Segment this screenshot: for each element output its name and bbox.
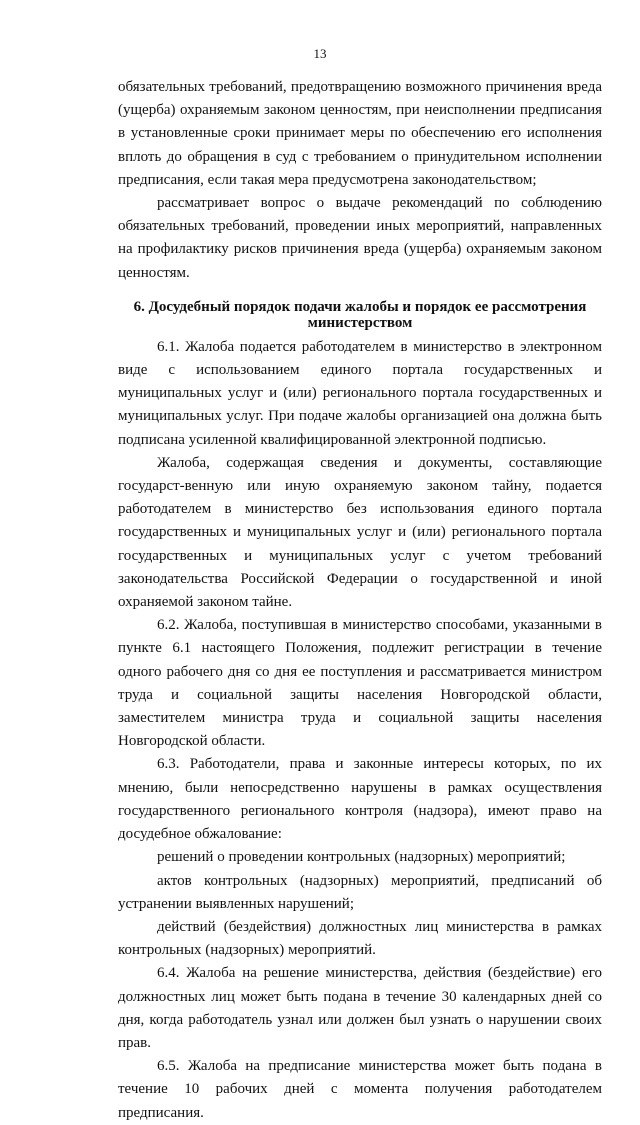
paragraph-6-1: 6.1. Жалоба подается работодателем в министерство в электронном виде с использованием единого портала государственных и муниципальных услуг и (или) регионального портала государственных и муниципальных услуг. При подаче жалобы организацией она должна быть подписана усиленной квалифицированной электронной подписью.	[118, 338, 602, 448]
paragraph-6-3: 6.3. Работодатели, права и законные интересы которых, по их мнению, были непосредственно нарушены в рамках осуществления государственного регионального контроля (надзора), имеют право на досудебное обжалование:	[118, 756, 602, 843]
list-item: решений о проведении контрольных (надзорных) мероприятий;	[157, 849, 566, 866]
paragraph: обязательных требований, предотвращению возможного причинения вреда (ущерба) охраняемым законом ценностям, при неисполнении предписания в установленные сроки принимает меры по обеспечению его исполнения вплоть до обращения в суд с требованием о принудительном исполнении предписания, если такая мера предусмотрена законодательством;	[118, 79, 602, 188]
paragraph-6-5: 6.5. Жалоба на предписание министерства может быть подана в течение 10 рабочих дней с момента получения работодателем предписания.	[118, 1058, 602, 1121]
paragraph: Жалоба, содержащая сведения и документы, составляющие государст-венную или иную охраняемую законом тайну, подается работодателем в министерство без использования единого портала государственных и муниципальных услуг и (или) регионального портала государственных и муниципальных услуг с учетом требований законодательства Российской Федерации о государственной и иной охраняемой законом тайне.	[118, 454, 602, 611]
section-heading-line: министерством	[307, 314, 413, 331]
list-item: актов контрольных (надзорных) мероприятий, предписаний об устранении выявленных нарушений;	[118, 872, 602, 912]
list-item: действий (бездействия) должностных лиц министерства в рамках контрольных (надзорных) мероприятий.	[118, 918, 602, 959]
paragraph-6-4: 6.4. Жалоба на решение министерства, действия (бездействие) его должностных лиц может быть подана в течение 30 календарных дней со дня, когда работодатель узнал или должен был узнать о нарушении своих прав.	[118, 965, 602, 1051]
paragraph-6-2: 6.2. Жалоба, поступившая в министерство способами, указанными в пункте 6.1 настоящего Положения, подлежит регистрации в течение одного рабочего дня со дня ее поступления и рассматривается министром труда и социальной защиты населения Новгородской области, заместителем министра труда и социальной защиты населения Новгородской области.	[118, 617, 602, 750]
document-body	[118, 76, 602, 1125]
paragraph: рассматривает вопрос о выдаче рекомендаций по соблюдению обязательных требований, проведении иных мероприятий, направленных на профилактику рисков причинения вреда (ущерба) охраняемым законом ценностям.	[118, 195, 602, 281]
section-heading	[118, 299, 602, 331]
page-number: 13	[313, 46, 327, 61]
section-heading-line: 6. Досудебный порядок подачи жалобы и порядок ее рассмотрения	[133, 298, 587, 315]
